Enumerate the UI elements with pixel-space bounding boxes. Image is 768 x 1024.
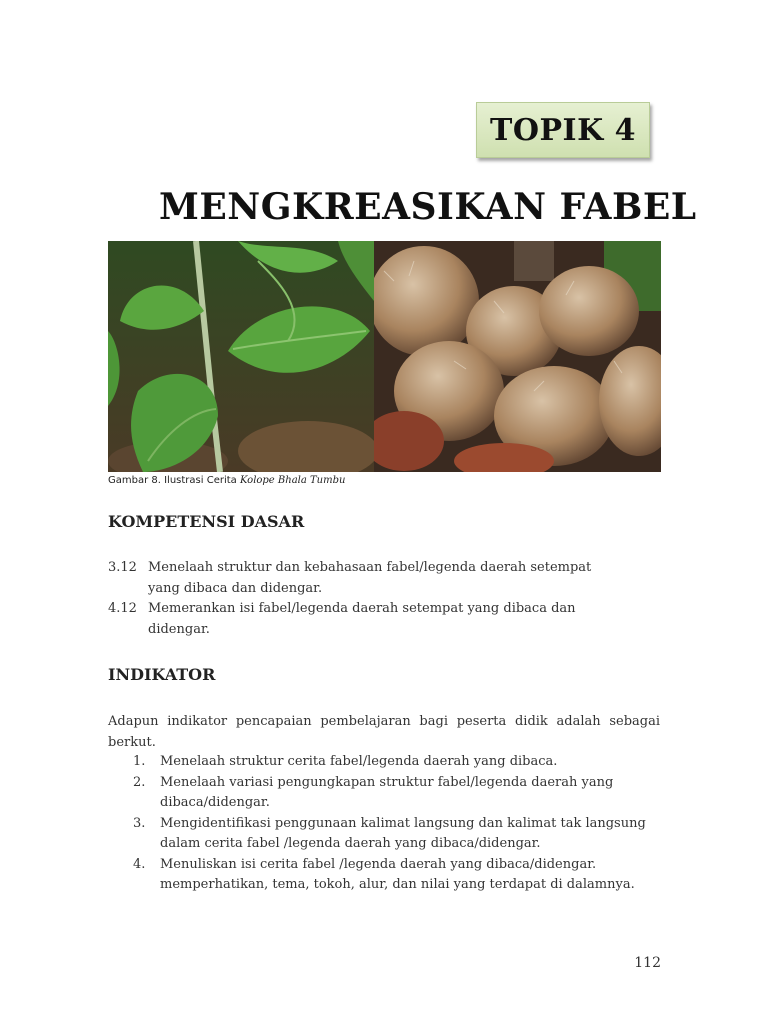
page-number: 112 xyxy=(634,955,661,971)
indikator-text: Menelaah variasi pengungkapan struktur fabel/legenda daerah yang dibaca/didengar. xyxy=(160,774,614,810)
indikator-list xyxy=(108,752,668,896)
kompetensi-list xyxy=(108,558,668,640)
indikator-number: 1. xyxy=(133,754,146,769)
kompetensi-line: Menelaah struktur dan kebahasaan fabel/legenda daerah setempat xyxy=(148,560,592,575)
green-leaves-vine-photo xyxy=(108,241,374,472)
kompetensi-heading: KOMPETENSI DASAR xyxy=(108,512,305,531)
indikator-item-3 xyxy=(108,814,668,855)
kompetensi-number: 3.12 xyxy=(108,560,137,575)
indikator-text: Mengidentifikasi penggunaan kalimat langsung dan kalimat tak langsung dalam cerita fabel /legenda daerah yang dibaca/didengar. xyxy=(160,815,646,851)
topic-badge xyxy=(476,102,650,158)
figure-caption xyxy=(108,475,345,486)
indikator-number: 3. xyxy=(133,815,146,831)
kompetensi-line: Memerankan isi fabel/legenda daerah setempat yang dibaca dan xyxy=(148,601,576,616)
indikator-number: 2. xyxy=(133,774,146,790)
indikator-item-4 xyxy=(108,855,668,896)
indikator-text: Menelaah struktur cerita fabel/legenda daerah yang dibaca. xyxy=(160,754,558,769)
indikator-text: Menuliskan isi cerita fabel /legenda daerah yang dibaca/didengar. memperhatikan, tema, tokoh, alur, dan nilai yang terdapat di dalamnya. xyxy=(160,856,635,892)
indikator-item-2 xyxy=(108,773,668,814)
indikator-heading: INDIKATOR xyxy=(108,665,216,684)
indikator-number: 4. xyxy=(133,856,146,872)
page-title: MENGKREASIKAN FABEL xyxy=(159,186,697,228)
caption-prefix: Gambar 8. Ilustrasi Cerita xyxy=(108,475,240,486)
kompetensi-item-2 xyxy=(108,599,668,640)
kompetensi-line: didengar. xyxy=(148,621,210,637)
indikator-intro: Adapun indikator pencapaian pembelajaran bagi peserta didik adalah sebagai berkut. xyxy=(108,714,660,750)
tubers-photo xyxy=(374,241,661,472)
caption-title: Kolope Bhala Tumbu xyxy=(239,475,346,486)
indikator-item-1 xyxy=(108,752,668,773)
kompetensi-item-1 xyxy=(108,558,668,599)
figure-photo xyxy=(108,241,661,472)
topic-label: TOPIK 4 xyxy=(490,112,636,148)
kompetensi-line: yang dibaca dan didengar. xyxy=(148,580,323,596)
kompetensi-number: 4.12 xyxy=(108,601,137,616)
